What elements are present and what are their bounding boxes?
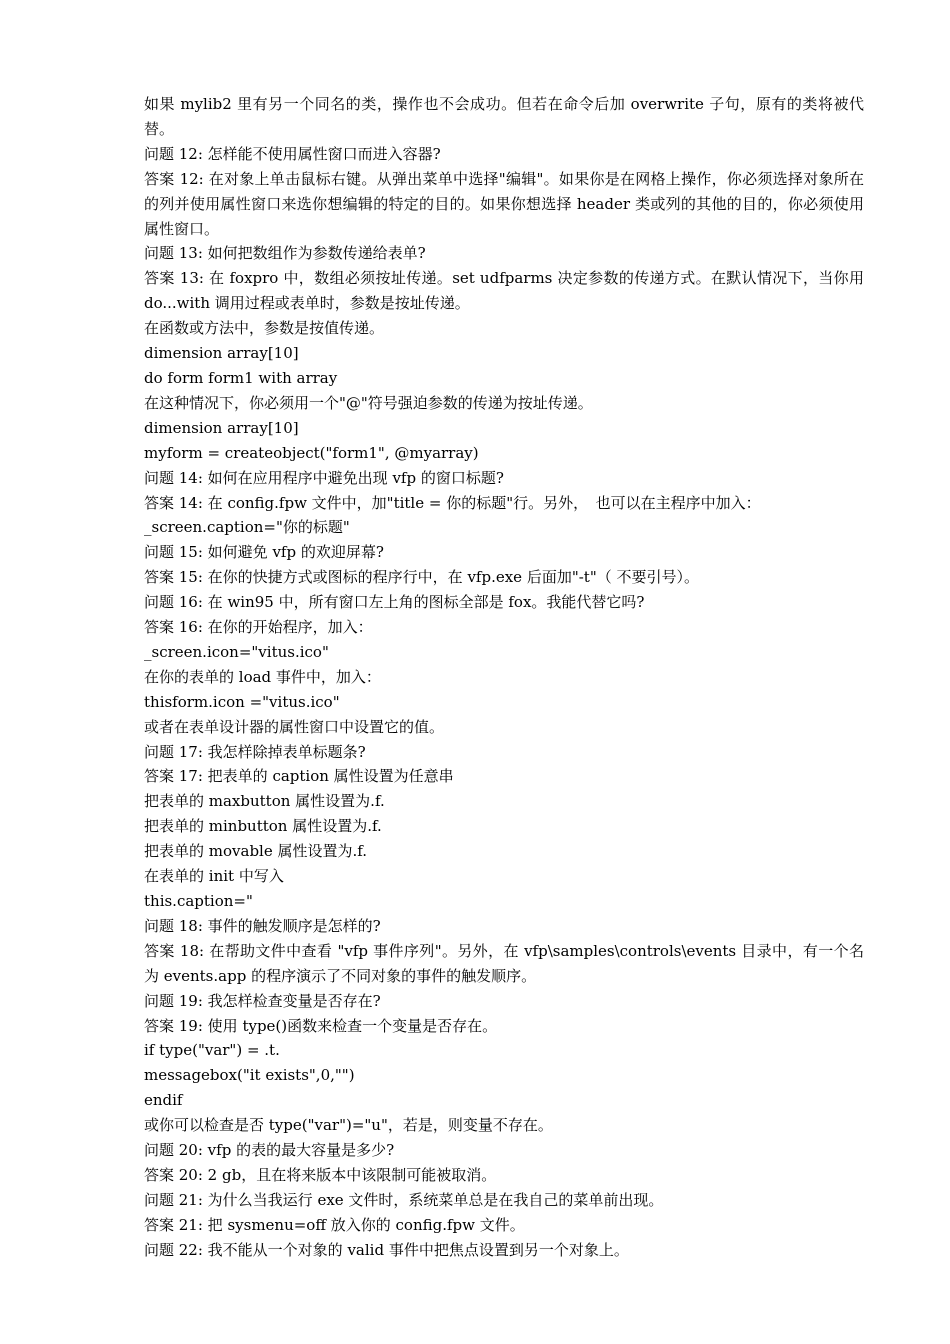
question-line: 问题 18: 事件的触发顺序是怎样的? (144, 916, 381, 935)
question-line: 问题 16: 在 win95 中，所有窗口左上角的图标全部是 fox。我能代替它吗? (144, 593, 645, 612)
code-line: dimension array[10] (144, 344, 299, 363)
question-line: 问题 19: 我怎样检查变量是否存在? (144, 991, 381, 1010)
code-line: endif (144, 1091, 183, 1110)
text-line: 把表单的 movable 属性设置为.f. (144, 842, 368, 861)
question-line: 问题 15: 如何避免 vfp 的欢迎屏幕? (144, 543, 384, 562)
code-line: dimension array[10] (144, 418, 299, 437)
question-line: 问题 20: vfp 的表的最大容量是多少? (144, 1141, 395, 1160)
question-line: 问题 17: 我怎样除掉表单标题条? (144, 742, 366, 761)
text-line: 如果 mylib2 里有另一个同名的类，操作也不会成功。但若在命令后加 overwrite 子句，原有的类将被代替。 (144, 95, 864, 138)
answer-line: 答案 20: 2 gb，且在将来版本中该限制可能被取消。 (144, 1165, 497, 1184)
question-line: 问题 21: 为什么当我运行 exe 文件时，系统菜单总是在我自己的菜单前出现。 (144, 1190, 664, 1209)
code-line: this.caption=" (144, 892, 253, 910)
text-line: 或者在表单设计器的属性窗口中设置它的值。 (144, 717, 445, 736)
question-line: 问题 22: 我不能从一个对象的 valid 事件中把焦点设置到另一个对象上。 (144, 1240, 629, 1259)
answer-line: 答案 16: 在你的开始程序，加入： (144, 618, 373, 637)
text-line: 把表单的 minbutton 属性设置为.f. (144, 817, 382, 836)
question-line: 问题 14: 如何在应用程序中避免出现 vfp 的窗口标题? (144, 468, 504, 487)
answer-line: 答案 18: 在帮助文件中查看 "vfp 事件序列"。另外，在 vfp\samples\controls\events 目录中，有一个名为 events.app 的程序演示了不同对象的事件的触发顺序。 (144, 941, 864, 985)
text-line: 在表单的 init 中写入 (144, 867, 284, 886)
code-line: do form form1 with array (144, 368, 338, 387)
answer-line: 答案 14: 在 config.fpw 文件中，加"title = 你的标题"行。另外， 也可以在主程序中加入： (144, 493, 761, 512)
question-line: 问题 13: 如何把数组作为参数传递给表单? (144, 244, 426, 263)
answer-line: 答案 15: 在你的快捷方式或图标的程序行中，在 vfp.exe 后面加"-t"（ 不要引号）。 (144, 568, 699, 587)
code-line: myform = createobject("form1", @myarray) (144, 443, 479, 462)
text-line: 在函数或方法中，参数是按值传递。 (144, 319, 385, 338)
question-line: 问题 12: 怎样能不使用属性窗口而进入容器? (144, 144, 441, 163)
answer-line: 答案 12: 在对象上单击鼠标右键。从弹出菜单中选择"编辑"。如果你是在网格上操作，你必须选择对象所在的列并使用属性窗口来选你想编辑的特定的目的。如果你想选择 header 类或列的其他的目的，你必须使用属性窗口。 (144, 169, 864, 238)
code-line: thisform.icon ="vitus.ico" (144, 692, 340, 711)
answer-line: 答案 13: 在 foxpro 中，数组必须按址传递。set udfparms 决定参数的传递方式。在默认情况下，当你用 do...with 调用过程或表单时，参数是按址传递。 (144, 269, 864, 313)
answer-line: 答案 17: 把表单的 caption 属性设置为任意串 (144, 767, 454, 786)
text-line: 在你的表单的 load 事件中，加入： (144, 667, 381, 686)
answer-line: 答案 21: 把 sysmenu=off 放入你的 config.fpw 文件。 (144, 1215, 525, 1234)
code-line: _screen.icon="vitus.ico" (144, 642, 329, 661)
code-line: _screen.caption="你的标题" (144, 518, 350, 537)
text-line: 把表单的 maxbutton 属性设置为.f. (144, 792, 385, 811)
document-body (144, 92, 864, 1263)
answer-line: 答案 19: 使用 type()函数来检查一个变量是否存在。 (144, 1016, 498, 1035)
code-line: if type("var") = .t. (144, 1041, 280, 1060)
code-line: messagebox("it exists",0,"") (144, 1066, 355, 1085)
text-line: 在这种情况下，你必须用一个"@"符号强迫参数的传递为按址传递。 (144, 393, 593, 412)
text-line: 或你可以检查是否 type("var")="u"，若是，则变量不存在。 (144, 1116, 553, 1135)
